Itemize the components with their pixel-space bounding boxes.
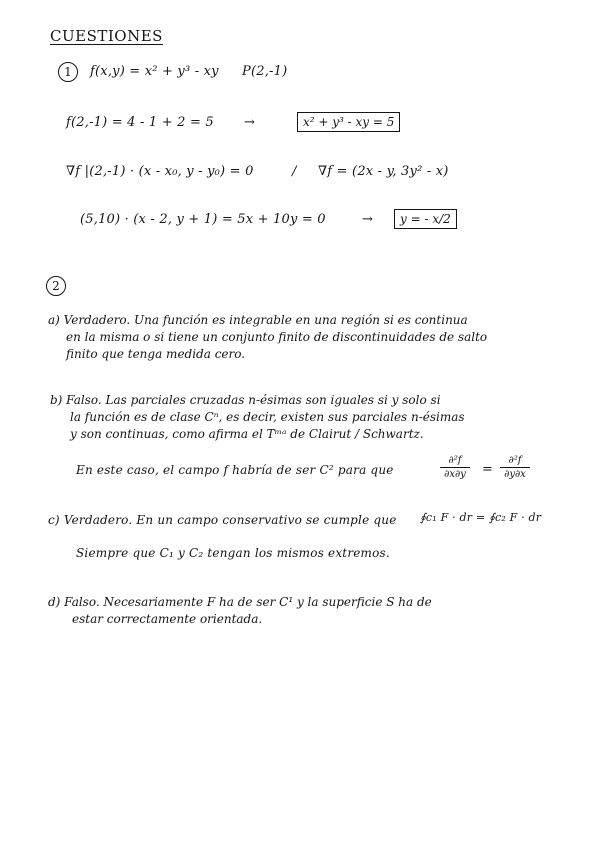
answer-d-line: estar correctamente orientada. (72, 612, 263, 626)
function-evaluation: f(2,-1) = 4 - 1 + 2 = 5 (66, 115, 214, 130)
answer-b-extra: En este caso, el campo f habría de ser C² para que (76, 463, 394, 477)
fraction-d2f-dydx (500, 455, 530, 480)
separator: / (292, 164, 297, 179)
answer-a-line: en la misma o si tiene un conjunto finito de discontinuidades de salto (66, 330, 488, 344)
result-box: y = - x/2 (394, 209, 457, 229)
answer-c-line-2: Siempre que C₁ y C₂ tengan los mismos extremos. (76, 546, 390, 560)
function-definition: f(x,y) = x² + y³ - xy (90, 64, 219, 79)
tangent-condition: ∇f |(2,-1) · (x - x₀, y - y₀) = 0 (66, 164, 254, 179)
answer-a-line: a) Verdadero. Una función es integrable en una región si es continua (48, 313, 468, 327)
answer-a-line: finito que tenga medida cero. (66, 347, 246, 361)
question-2-number: 2 (46, 276, 66, 296)
level-surface-box: x² + y³ - xy = 5 (297, 112, 400, 132)
fraction-d2f-dxdy (440, 455, 470, 480)
tangent-line-equation: (5,10) · (x - 2, y + 1) = 5x + 10y = 0 (80, 212, 326, 227)
answer-b-line: b) Falso. Las parciales cruzadas n-ésimas son iguales si y solo si (50, 393, 441, 407)
fraction-numerator: ∂²f (508, 455, 522, 466)
question-1-number: 1 (58, 62, 78, 82)
fraction-denominator: ∂x∂y (444, 469, 466, 480)
line-integral-equality: ∮c₁ F · dr = ∮c₂ F · dr (420, 511, 542, 524)
answer-d-line: d) Falso. Necesariamente F ha de ser C¹ y la superficie S ha de (48, 595, 432, 609)
fraction-denominator: ∂y∂x (504, 469, 526, 480)
answer-b-line: y son continuas, como afirma el Tᵐᵃ de Clairut / Schwartz. (70, 427, 424, 441)
answer-c-line-1: c) Verdadero. En un campo conservativo se cumple que (48, 513, 397, 527)
point-label: P(2,-1) (242, 64, 288, 79)
gradient-expression: ∇f = (2x - y, 3y² - x) (318, 164, 449, 179)
fraction-numerator: ∂²f (448, 455, 462, 466)
arrow-2: → (362, 212, 374, 227)
equals-sign: = (482, 462, 494, 477)
answer-b (50, 392, 465, 443)
answer-b-line: la función es de clase Cⁿ, es decir, existen sus parciales n-ésimas (70, 410, 465, 424)
answer-d (48, 594, 432, 628)
answer-a (48, 312, 487, 363)
page-title: CUESTIONES (50, 27, 163, 45)
arrow-1: → (244, 115, 256, 130)
